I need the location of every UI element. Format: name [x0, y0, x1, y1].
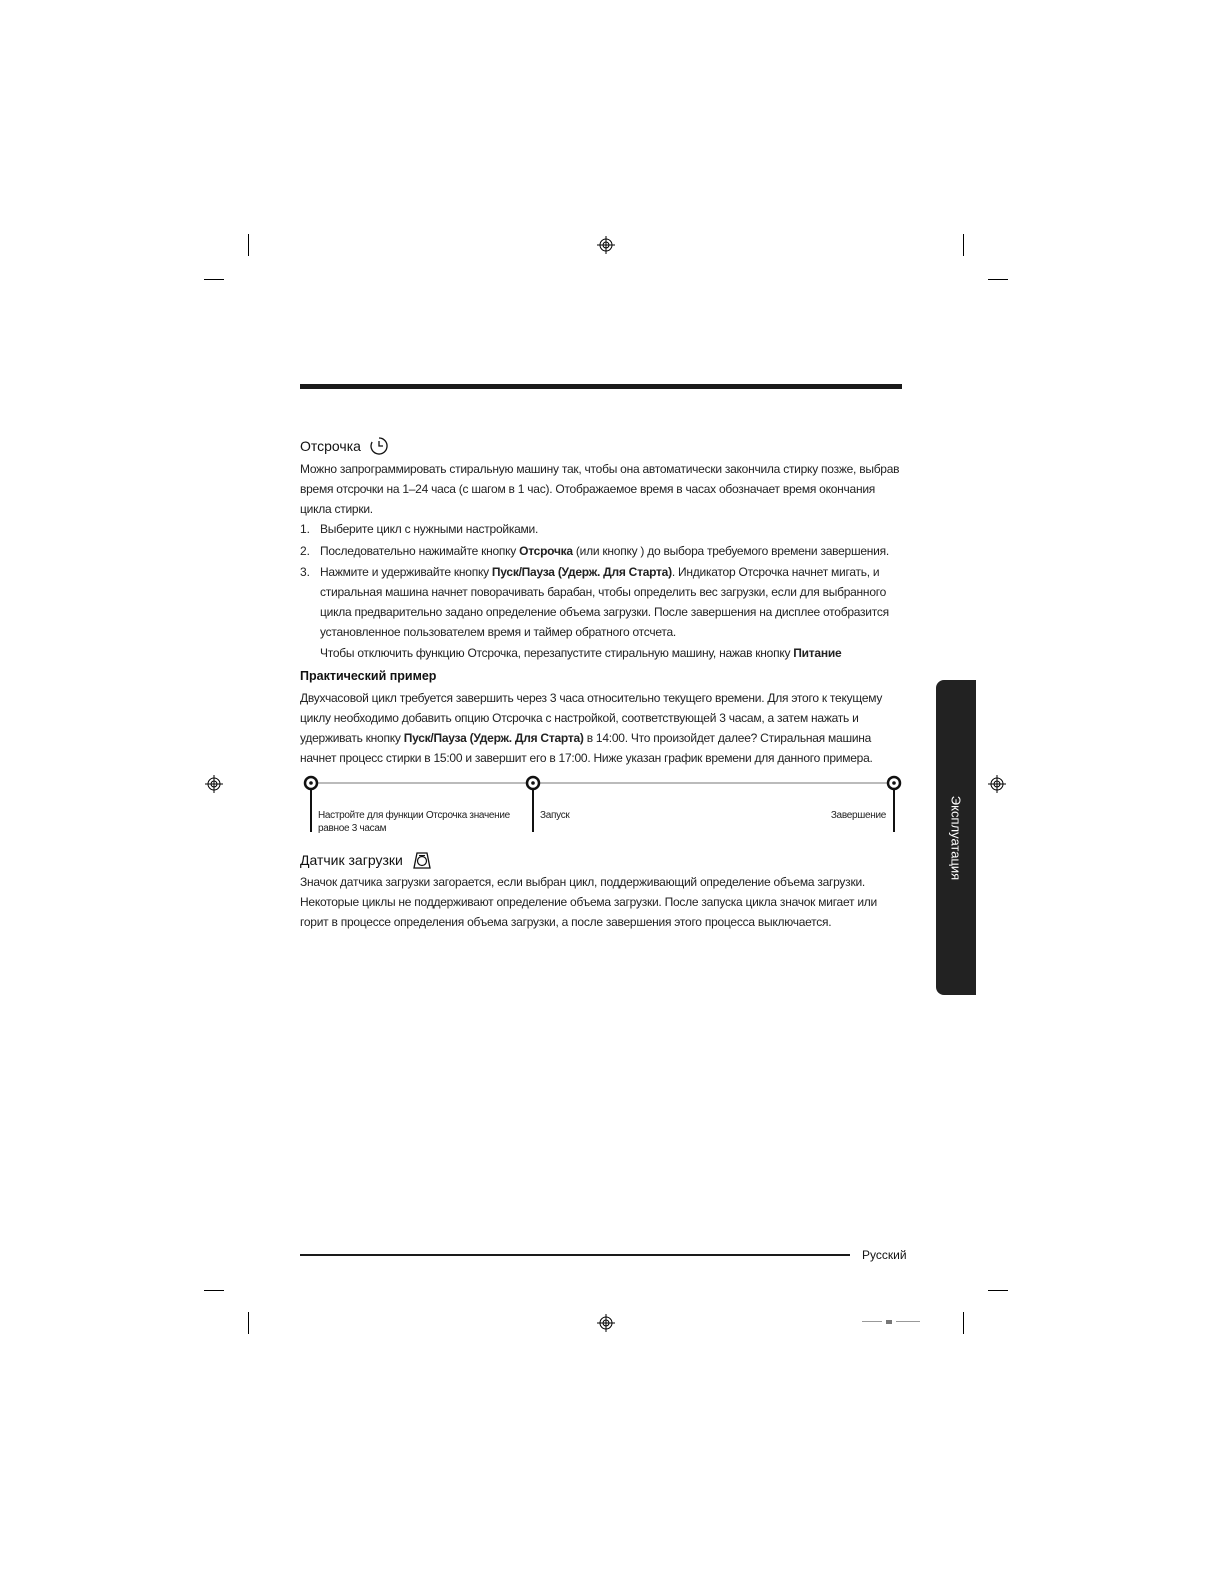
- registration-mark-icon: [988, 775, 1006, 793]
- timeline-label-end: Завершение: [830, 810, 886, 821]
- side-tab-operation: [936, 680, 976, 995]
- delay-note: Чтобы отключить функцию Отсрочка, перезапустите стиральную машину, нажав кнопку Питание: [320, 646, 842, 660]
- side-tab-label: Эксплуатация: [948, 795, 964, 880]
- crop-mark: [963, 1312, 964, 1334]
- section-title-load-sensor: Датчик загрузки: [300, 850, 433, 873]
- delay-intro: Можно запрограммировать стиральную машину так, чтобы она автоматически закончила стирку позже, выбрав время отсрочки на 1–24 часа (с шагом в 1 час). Отображаемое время в часах обозначает время окончания цикла стирки.: [300, 462, 900, 516]
- crop-mark: [248, 234, 249, 256]
- registration-mark-icon: [205, 775, 223, 793]
- step-number: 1.: [300, 522, 311, 536]
- load-sensor-text: Значок датчика загрузки загорается, если выбран цикл, поддерживающий определение объема загрузки. Некоторые циклы не поддерживают определение объема загрузки. После запуска цикла значок мигает или горит в процессе определения объема загрузки, а после завершения этого процесса выключается.: [300, 875, 877, 929]
- step-1: Выберите цикл с нужными настройками.: [320, 522, 539, 536]
- registration-mark-icon: [597, 1314, 615, 1332]
- header-rule: [300, 384, 902, 389]
- example-title: Практический пример: [300, 669, 437, 683]
- crop-mark: [988, 1290, 1008, 1291]
- crop-mark: [204, 1290, 224, 1291]
- crop-mark: [248, 1312, 249, 1334]
- footer-rule: [300, 1254, 850, 1256]
- section-title-delay: Отсрочка: [300, 436, 389, 459]
- example-text: Двухчасовой цикл требуется завершить через 3 часа относительно текущего времени. Для этого к текущему циклу необходимо добавить опцию Отсрочка с настройкой, соответствующей 3 часам, а затем нажать и удерживать кнопку Пуск/Пауза (Удерж. Для Старта) в 14:00. Что произойдет далее? Стиральная машина начнет процесс стирки в 15:00 и завершит его в 17:00. Ниже указан график времени для данного примера.: [300, 691, 883, 765]
- crop-mark: [988, 279, 1008, 280]
- step-3: Нажмите и удерживайте кнопку Пуск/Пауза (Удерж. Для Старта). Индикатор Отсрочка начнет мигать, и стиральная машина начнет поворачивать барабан, чтобы определить вес загрузки, если для выбранного цикла предварительно задано определение объема загрузки. После завершения на дисплее отобразится установленное пользователем время и таймер обратного отсчета.: [320, 565, 889, 639]
- step-2: Последовательно нажимайте кнопку Отсрочка (или кнопку ) до выбора требуемого времени завершения.: [320, 544, 889, 558]
- load-sensor-icon: [411, 850, 433, 873]
- footer-language: Русский: [862, 1248, 907, 1262]
- crop-mark: [963, 234, 964, 256]
- crop-mark: [204, 279, 224, 280]
- timeline-label-start: Запуск: [540, 810, 570, 821]
- step-number: 3.: [300, 565, 311, 579]
- registration-mark-icon: [597, 236, 615, 254]
- print-stamp: [862, 1319, 922, 1327]
- timeline-label-setup: Настройте для функции Отсрочка значение равное 3 часам: [318, 810, 510, 834]
- step-number: 2.: [300, 544, 311, 558]
- clock-delay-icon: [369, 436, 389, 459]
